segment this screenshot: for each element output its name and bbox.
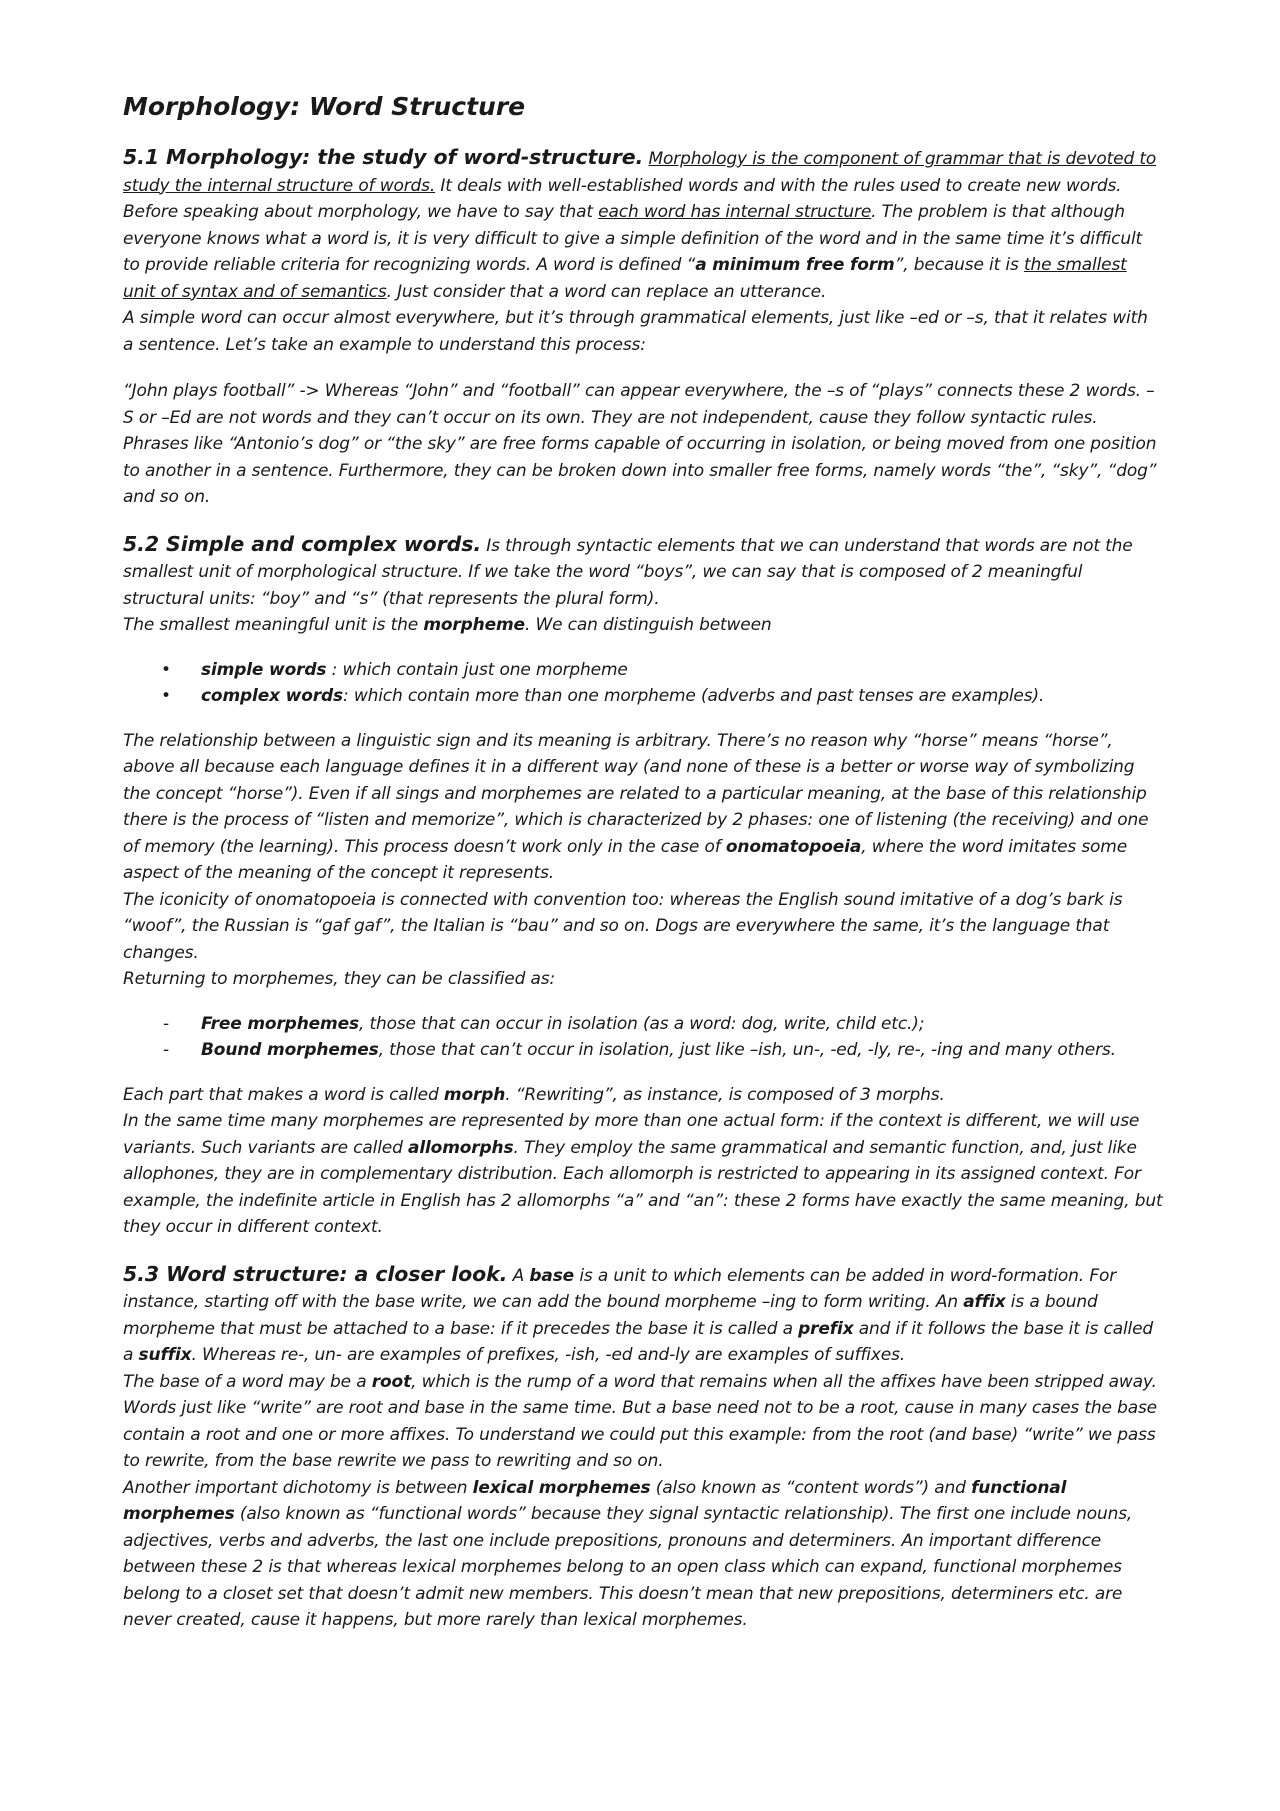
- bold-term: functional morphemes: [123, 1477, 1067, 1524]
- text-run: The relationship between a linguistic sign and its meaning is arbitrary. There’s no reason why “horse” means “horse”, above all because each language defines it in a different way (and none of these is a better or worse way of symbolizing the concept “horse”). Even if all sings and morphemes are related to a particular meaning, at the base of this relationship there is the process of “listen and memorize”, which is characterized by 2 phases: one of listening (the receiving) and one of memory (the learning). This process doesn’t work only in the case of: [123, 730, 1149, 857]
- text-run: , those that can’t occur in isolation, just like –ish, un-, -ed, -ly, re-, -ing and many others.: [378, 1040, 1116, 1060]
- section-5-3-heading: 5.3 Word structure: a closer look.: [123, 1261, 508, 1286]
- text-run: (also known as “functional words” because they signal syntactic relationship). The first one include nouns, adjectives, verbs and adverbs, the last one include prepositions, pronouns and determiners. An important difference between these 2 is that whereas lexical morphemes belong to an open class which can expand, functional morphemes belong to a closet set that doesn’t admit new members. This doesn’t mean that new prepositions, determiners etc. are never created, cause it happens, but more rarely than lexical morphemes.: [123, 1504, 1133, 1630]
- text-run: The base of a word may be a: [123, 1371, 372, 1392]
- bold-term: simple words: [201, 659, 327, 680]
- text-run: . The problem is that although everyone knows what a word is, it is very difficult to give a simple definition of the word and in the same time it’s difficult to provide reliable criteria for recognizing words. A word is defined “: [123, 202, 1143, 275]
- text-run: A: [507, 1265, 530, 1286]
- text-run: . Just consider that a word can replace an utterance.: [386, 281, 827, 302]
- text-run: : which contain more than one morpheme (adverbs and past tenses are examples).: [343, 686, 1045, 706]
- bold-term: allomorphs: [408, 1137, 514, 1158]
- section-5-1-paragraph-2: A simple word can occur almost everywhere, but it’s through grammatical elements, just like –ed or –s, that it relates with a sentence. Let’s take an example to understand this process:: [123, 308, 1148, 355]
- section-5-2-paragraph-6: [123, 1082, 1163, 1109]
- section-5-3: [123, 1261, 1163, 1634]
- bold-term: base: [529, 1265, 575, 1286]
- section-5-1-paragraph-1: [123, 144, 1163, 305]
- section-5-1: [123, 144, 1163, 511]
- bold-term: prefix: [798, 1318, 854, 1339]
- bold-term: complex words: [201, 686, 343, 706]
- text-run: The smallest meaningful unit is the: [123, 615, 424, 635]
- underlined-text: each word has internal structure: [598, 202, 872, 222]
- bold-term: lexical morphemes: [472, 1477, 651, 1498]
- text-run: : which contain just one morpheme: [326, 659, 628, 680]
- list-item: [123, 683, 1163, 710]
- section-5-2-paragraph-2: [123, 612, 1163, 639]
- document-title: Morphology: Word Structure: [123, 92, 526, 121]
- bold-term: a minimum free form: [695, 255, 895, 275]
- text-run: (also known as “content words”) and: [650, 1477, 972, 1498]
- list-item: [123, 657, 1163, 684]
- section-5-3-paragraph-3: [123, 1475, 1163, 1634]
- text-run: . They employ the same grammatical and semantic function, and, just like allophones, they are in complementary distribution. Each allomorph is restricted to appearing in its assigned context. For example, the indefinite article in English has 2 allomorphs “a” and “an”: these 2 forms have exactly the same meaning, but they occur in different context.: [123, 1137, 1163, 1237]
- section-5-2-paragraph-1: [123, 531, 1163, 613]
- list-item: [123, 1011, 1163, 1038]
- section-5-2-paragraph-4: The iconicity of onomatopoeia is connected with convention too: whereas the English sound imitative of a dog’s bark is “woof”, the Russian is “gaf gaf”, the Italian is “bau” and so on. Dogs are everywhere the same, it’s the language that changes.: [123, 889, 1123, 963]
- bold-term: suffix: [138, 1345, 192, 1365]
- text-run: is a bound morpheme that must be attached to a base: if it precedes the base it is called a: [123, 1292, 1098, 1339]
- section-5-3-paragraph-1: [123, 1261, 1163, 1369]
- text-run: and if it follows the base it is called a: [123, 1318, 1154, 1365]
- document-page: [123, 92, 1163, 1654]
- text-run: Each part that makes a word is called: [123, 1084, 444, 1105]
- text-run: , which is the rump of a word that remains when all the affixes have been stripped away. Words just like “write” are root and base in the same time. But a base need not to be a root, cause in many cases the base contain a root and one or more affixes. To understand we could put this example: from the root (and base) “write” we pass to rewrite, from the base rewrite we pass to rewriting and so on.: [123, 1371, 1157, 1471]
- text-run: , those that can occur in isolation (as a word: dog, write, child etc.);: [358, 1013, 925, 1034]
- text-run: . “Rewriting”, as instance, is composed of 3 morphs.: [505, 1084, 945, 1105]
- section-5-2-paragraph-5: Returning to morphemes, they can be classified as:: [123, 969, 556, 989]
- underlined-text: Morphology is the component of grammar that is devoted to study the internal structure of words.: [123, 149, 1157, 196]
- bold-term: affix: [963, 1292, 1006, 1312]
- text-run: ”, because it is: [894, 255, 1024, 275]
- section-5-2-paragraph-7: [123, 1108, 1163, 1241]
- text-run: Is through syntactic elements that we can understand that words are not the smallest unit of morphological structure. If we take the word “boys”, we can say that is composed of 2 meaningful structural units: “boy” and “s” (that represents the plural form).: [123, 535, 1133, 609]
- section-5-2: [123, 531, 1163, 1241]
- bullet-list: [123, 657, 1163, 710]
- text-run: is a unit to which elements can be added in word-formation. For instance, starting off with the base write, we can add the bound morpheme –ing to form writing. An: [123, 1265, 1117, 1312]
- text-run: In the same time many morphemes are represented by more than one actual form: if the context is different, we will use variants. Such variants are called: [123, 1111, 1140, 1158]
- bold-term: Bound morphemes: [201, 1040, 379, 1060]
- text-run: . We can distinguish between: [524, 615, 772, 635]
- text-run: It deals with well-established words and with the rules used to create new words. Before speaking about morphology, we have to say that: [123, 175, 1122, 222]
- bold-term: morph: [443, 1084, 506, 1105]
- section-5-1-paragraph-4: Phrases like “Antonio’s dog” or “the sky” are free forms capable of occurring in isolation, or being moved from one position to another in a sentence. Furthermore, they can be broken down into smaller free forms, namely words “the”, “sky”, “dog” and so on.: [123, 434, 1157, 507]
- bold-term: Free morphemes: [201, 1013, 359, 1034]
- text-run: . Whereas re-, un- are examples of prefixes, -ish, -ed and-ly are examples of suffixes.: [191, 1345, 906, 1365]
- bold-term: onomatopoeia: [725, 836, 862, 857]
- list-item: [123, 1037, 1163, 1064]
- underlined-text: the smallest unit of syntax and of semantics: [123, 255, 1127, 302]
- bold-term: morpheme: [423, 615, 525, 635]
- section-5-1-heading: 5.1 Morphology: the study of word-structure.: [123, 145, 644, 169]
- text-run: Another important dichotomy is between: [123, 1477, 473, 1498]
- dash-list: [123, 1011, 1163, 1064]
- section-5-2-heading: 5.2 Simple and complex words.: [123, 531, 482, 556]
- section-5-3-paragraph-2: [123, 1369, 1163, 1475]
- bold-term: root: [371, 1371, 412, 1392]
- section-5-1-paragraph-3: “John plays football” -> Whereas “John” and “football” can appear everywhere, the –s of “plays” connects these 2 words. –S or –Ed are not words and they can’t occur on its own. They are not independent, cause they follow syntactic rules.: [123, 381, 1155, 428]
- section-5-2-paragraph-3: [123, 728, 1163, 887]
- text-run: , where the word imitates some aspect of the meaning of the concept it represents.: [123, 836, 1128, 883]
